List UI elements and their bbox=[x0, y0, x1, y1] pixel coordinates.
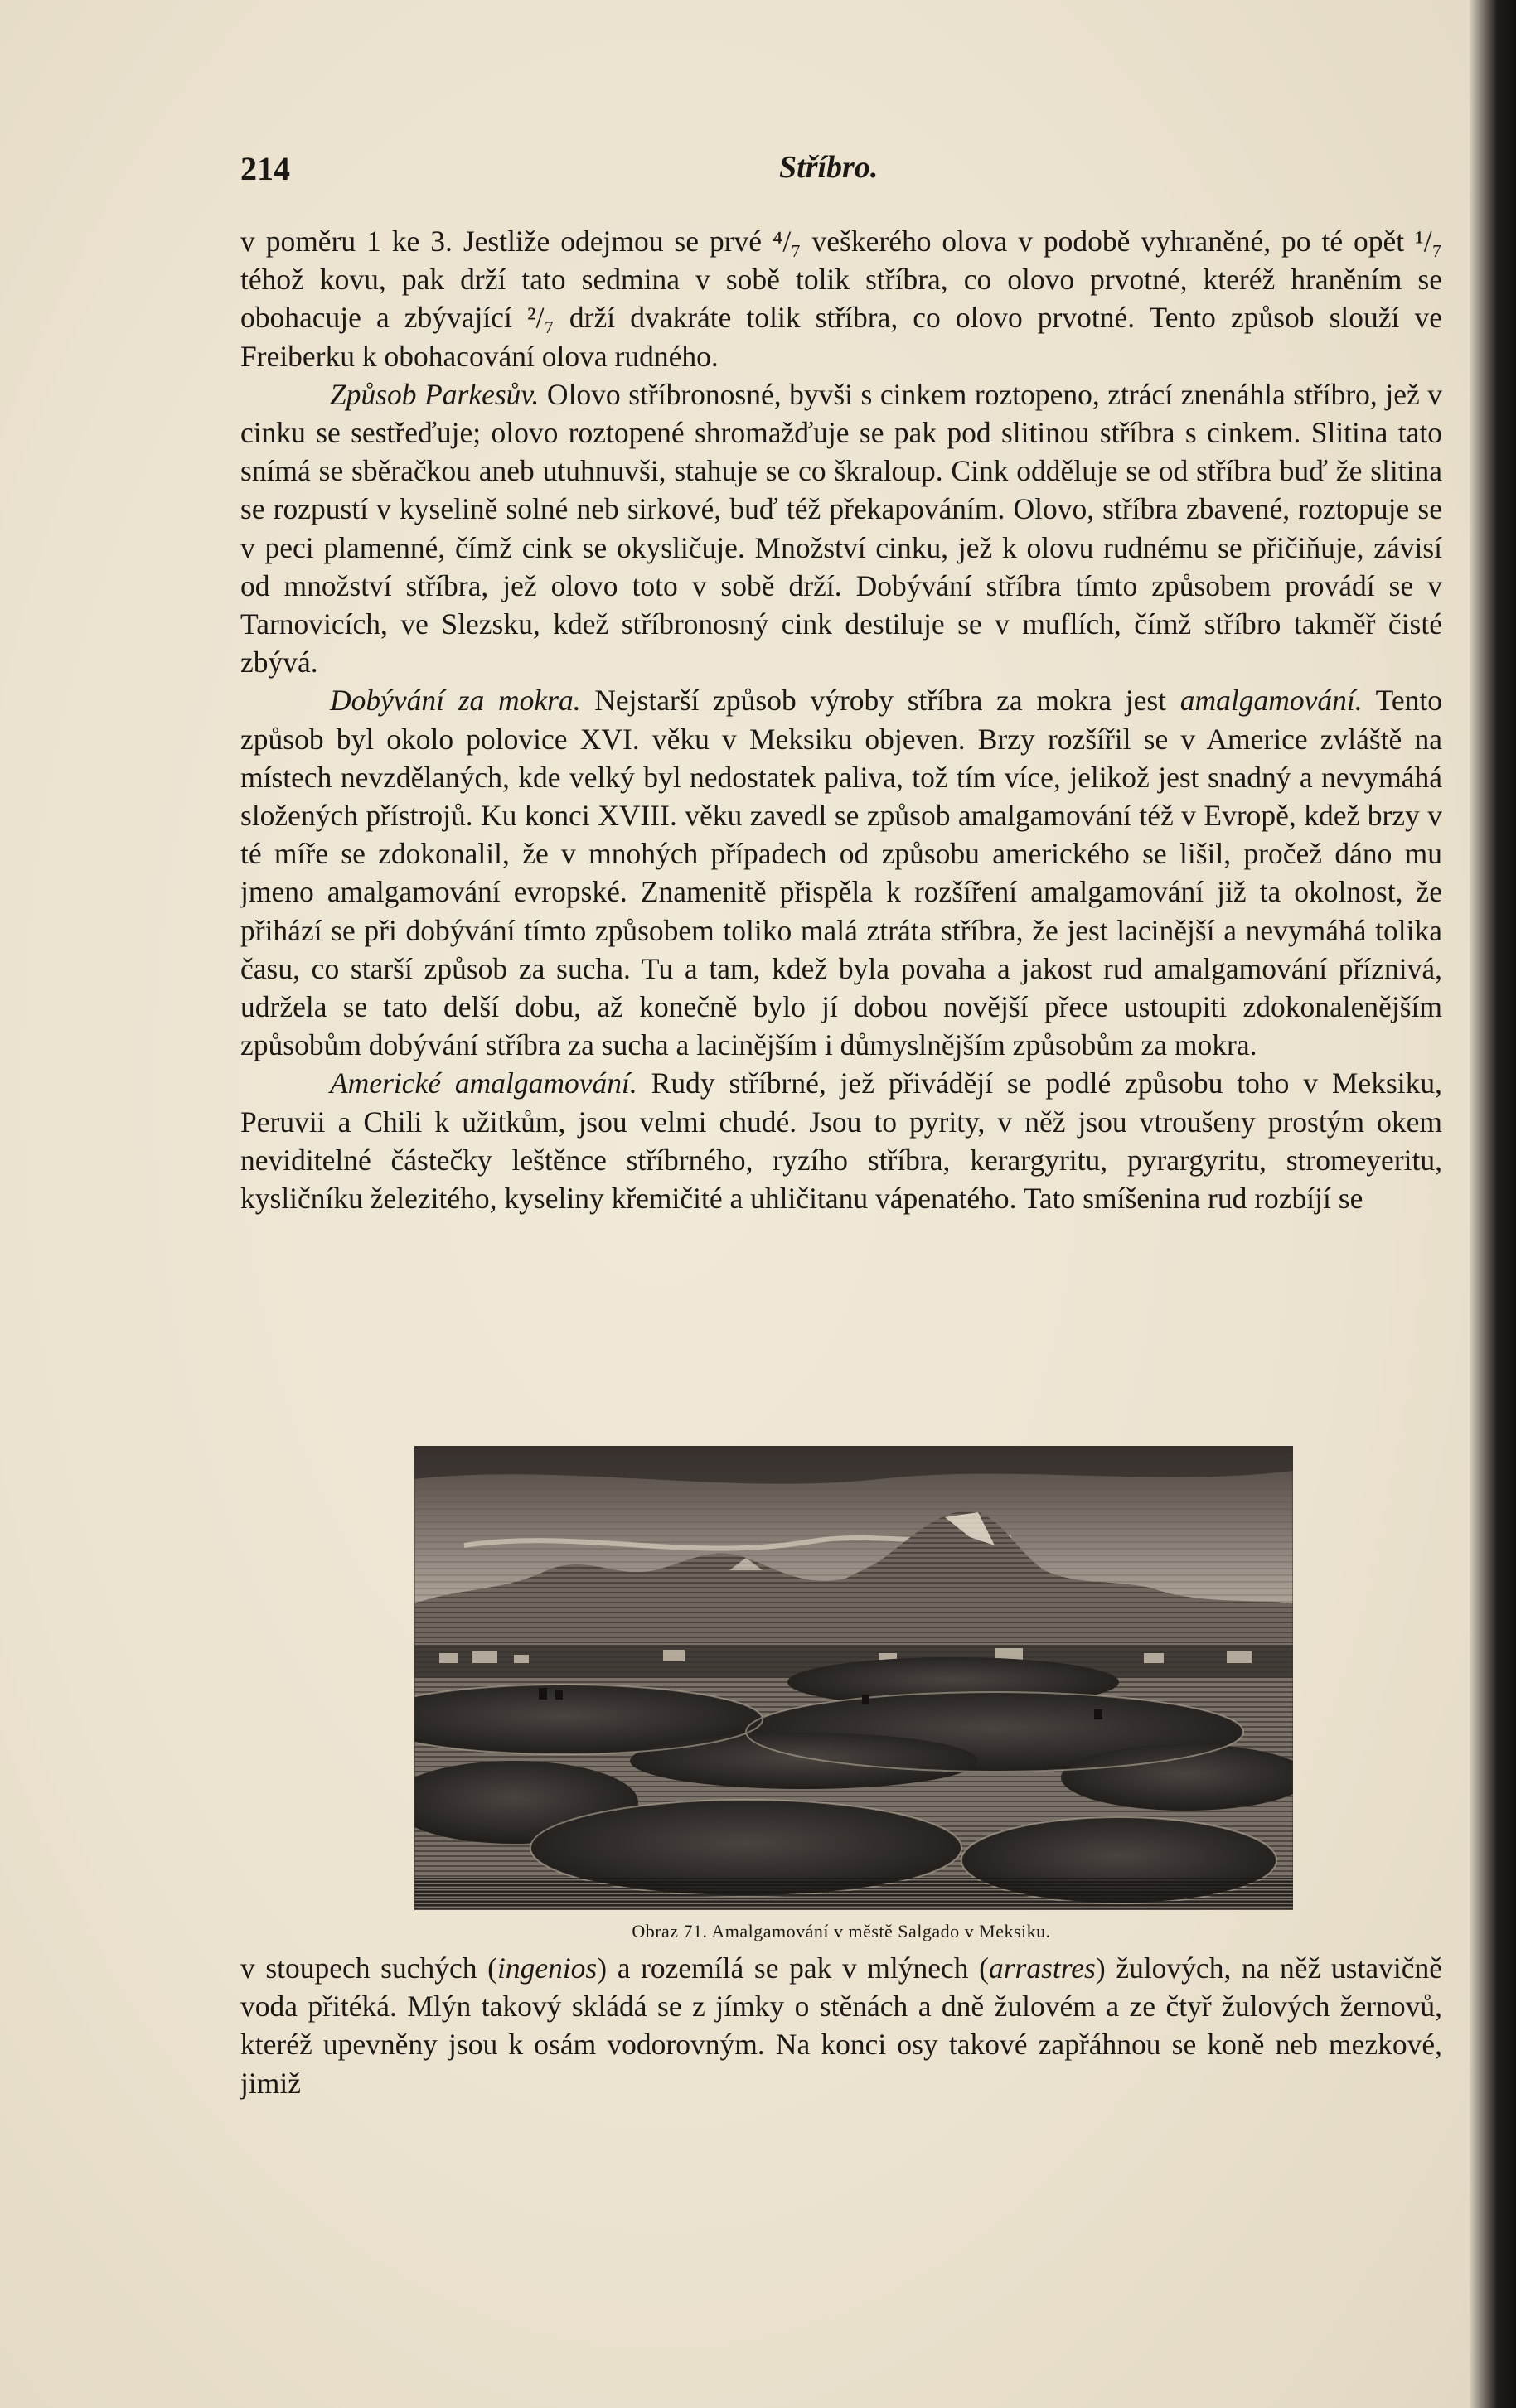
section-heading-american: Americké amalgamování. bbox=[330, 1066, 637, 1100]
engraving-salgado-svg bbox=[414, 1446, 1293, 1910]
text-segment: v poměru 1 ke 3. Jestliže odejmou se prvé ⁴/₇ veškerého olova v podobě vyhraněné, po té opět ¹/₇ téhož kovu, pak drží tato sedmina v sobě tolik stříbra, co olovo prvotné, kteréž hraněním se obohacuje a zbývající ²/₇ drží dvakráte tolik stříbra, co olovo prvotné. Tento způsob slouží ve Freiberku k obohacování olova rudného. bbox=[240, 225, 1442, 373]
text-segment: Olovo stříbronosné, byvši s cinkem roztopeno, ztrácí znenáhla stříbro, jež v cinku se sestřeďuje; olovo roztopené shromažďuje se pak pod slitinou stříbra s cinkem. Slitina tato snímá se sběračkou aneb utuhnuvši, stahuje se co škraloup. Cink odděluje se od stříbra buď že slitina se rozpustí v kyselině solné neb sirkové, buď též překapováním. Olovo, stříbra zbavené, roztopuje se v peci plamenné, čímž cink se okysličuje. Množství cinku, jež k olovu rudnému se přičiňuje, závisí od množství stříbra, jež olovo toto v sobě drží. Dobývání stříbra tímto způsobem provádí se v Tarnovicích, ve Slezsku, kdež stříbronosný cink destiluje se v muflích, čímž stříbro takměř čisté zbývá. bbox=[240, 377, 1442, 679]
paragraph-wet-process bbox=[240, 681, 1442, 1064]
paragraph-parkes bbox=[240, 375, 1442, 682]
text-segment: Rudy stříbrné, jež přivádějí se podlé způsobu toho v Meksiku, Peruvii a Chili k užitkům, jsou velmi chudé. Jsou to pyrity, v něž jsou vtroušeny prostým okem neviditelné částečky leštěnce stříbrného, ryzího stříbra, kerargyritu, pyrargyritu, stromeyeritu, kysličníku železitého, kyseliny křemičité a uhličitanu vápenatého. Tato smíšenina rud rozbíjí se bbox=[240, 1066, 1442, 1216]
text-segment: v stoupech suchých ( bbox=[240, 1951, 497, 1985]
text-segment: ) a rozemílá se pak v mlýnech ( bbox=[597, 1951, 989, 1985]
pool-4 bbox=[630, 1733, 978, 1789]
paragraph-american bbox=[240, 1064, 1442, 1217]
text-segment: ) žulových, na něž ustavičně voda přitéká. Mlýn takový skládá se z jímky o stěnách a dně žulovém a ze čtyř žulových žernovů, kteréž upevněny jsou k osám vodorovným. Na konci osy takové zapřáhnou se koně neb mezkové, jimiž bbox=[240, 1951, 1442, 2100]
body-text-continued bbox=[240, 1949, 1442, 2102]
text-segment: Nejstarší způsob výroby stříbra za mokra jest bbox=[580, 684, 1180, 718]
section-heading-wet: Dobývání za mokra. bbox=[330, 684, 581, 718]
text-segment: Tento způsob byl okolo polovice XVI. věku v Meksiku objeven. Brzy rozšířil se v Americe zvláště na místech nevzdělaných, kde velký byl nedostatek paliva, tož tím více, jelikož jest snadný a nevymáhá složených přístrojů. Ku konci XVIII. věku zavedl se způsob amalgamování též v Evropě, kdež brzy v té míře se zdokonalil, že v mnohých případech od způsobu amerického se lišil, pročež dáno mu jmeno amalgamování evropské. Znamenitě přispěla k rozšíření amalgamování již ta okolnost, že přihází se při dobývání tímto způsobem toliko malá ztráta stříbra, že jest lacinější a nevymáhá tolika času, co starší způsob za sucha. Tu a tam, kdež byla povaha a jakost rud amalgamování příznivá, udržela se tato delší dobu, až konečně bylo jí dobou novější přece ustoupiti zdokonalenějším způsobům dobývání stříbra za sucha a lacinějším i důmyslnějším způsobům za mokra. bbox=[240, 684, 1443, 1062]
paragraph-mills bbox=[240, 1949, 1442, 2102]
term-ingenios: ingenios bbox=[496, 1951, 598, 1985]
engraving-illustration bbox=[414, 1446, 1293, 1910]
running-head: Stříbro. bbox=[779, 150, 879, 185]
section-heading-parkes: Způsob Parkesův. bbox=[330, 377, 540, 411]
paragraph-continuation bbox=[240, 222, 1442, 375]
scan-edge bbox=[1470, 0, 1516, 2408]
emphasis-amalgamation: amalgamování. bbox=[1179, 684, 1363, 718]
body-text bbox=[240, 222, 1442, 1217]
page-header bbox=[240, 149, 1442, 199]
term-arrastres: arrastres bbox=[988, 1951, 1096, 1985]
page-number: 214 bbox=[240, 150, 290, 187]
figure-caption: Obraz 71. Amalgamování v městě Salgado v Meksiku. bbox=[632, 1921, 1051, 1941]
